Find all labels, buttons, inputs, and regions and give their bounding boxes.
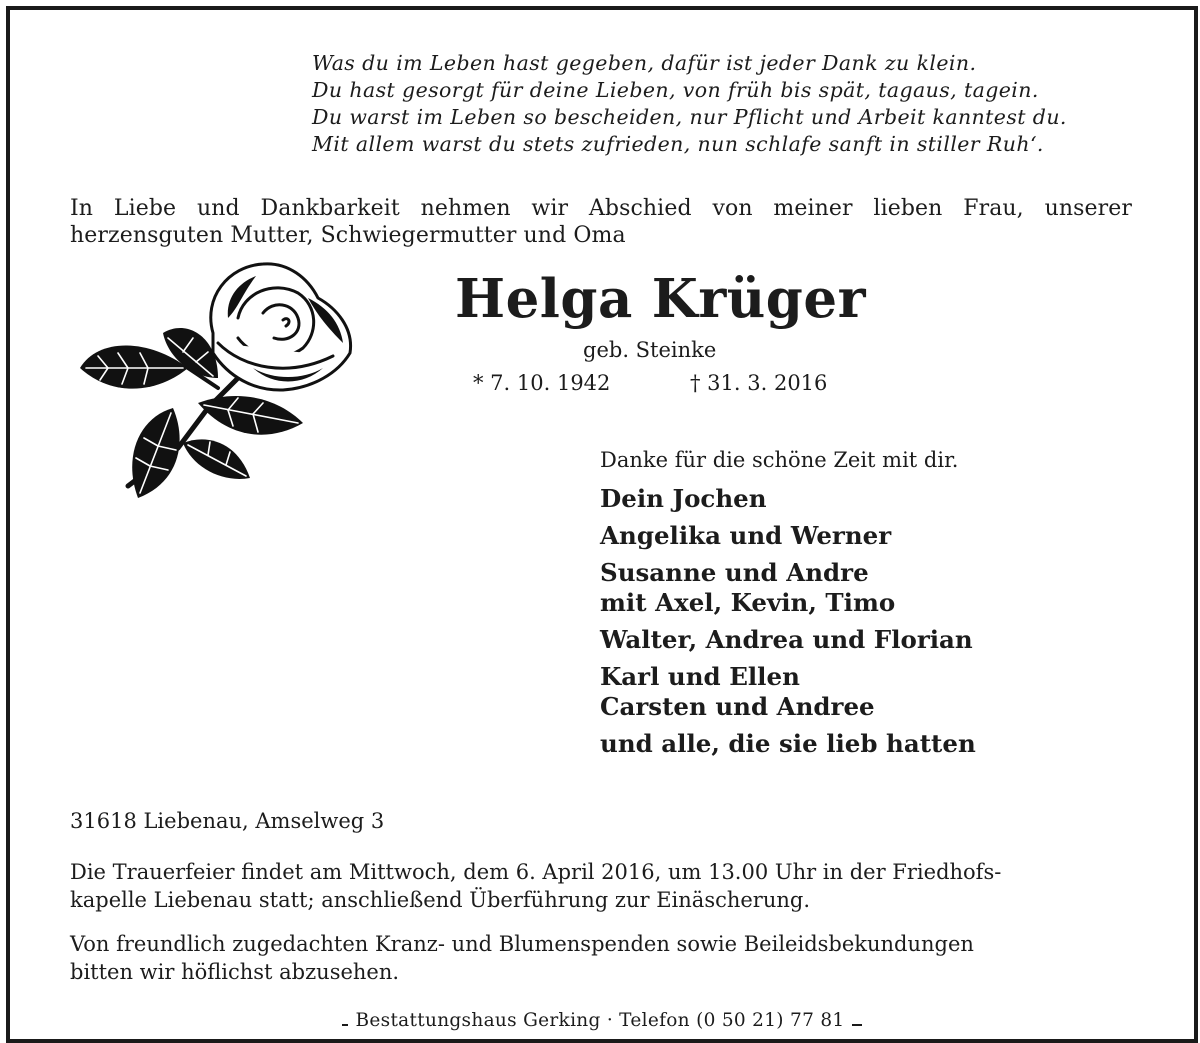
family-group [600,662,976,722]
intro-text: In Liebe und Dankbarkeit nehmen wir Abschied von meiner lieben Frau, unserer herzensguten Mutter, Schwiegermutter und Oma [70,196,1132,248]
family-line: Angelika und Werner [600,521,892,550]
family-group [600,558,976,618]
poem-line: Du hast gesorgt für deine Lieben, von früh bis spät, tagaus, tagein. [312,78,1039,102]
death-date: † 31. 3. 2016 [690,371,828,395]
donations-line: bitten wir höflichst abzusehen. [70,960,400,984]
donations-note [70,930,1132,986]
family-line: mit Axel, Kevin, Timo [600,588,896,617]
family-line: Susanne und Andre [600,558,869,587]
family-group [600,484,976,514]
family-group [600,521,976,551]
ceremony-info [70,858,1132,914]
family-line: Karl und Ellen [600,662,800,691]
poem-line: Mit allem warst du stets zufrieden, nun schlafe sanft in stiller Ruh‘. [312,132,1044,156]
ceremony-line: kapelle Liebenau statt; anschließend Überführung zur Einäscherung. [70,888,811,912]
rose-icon [78,258,356,508]
donations-line: Von freundlich zugedachten Kranz- und Blumenspenden sowie Beileidsbekundungen [70,932,974,956]
poem-line: Du warst im Leben so bescheiden, nur Pflicht und Arbeit kanntest du. [312,105,1067,129]
family-line: Walter, Andrea und Florian [600,625,973,654]
family-line: und alle, die sie lieb hatten [600,729,976,758]
family-group [600,625,976,655]
thanks-text: Danke für die schöne Zeit mit dir. [600,448,959,472]
footer [0,1010,1200,1031]
deceased-name: Helga Krüger [455,268,867,330]
birth-date: * 7. 10. 1942 [473,371,611,395]
funeral-home-contact: Bestattungshaus Gerking · Telefon (0 50 21) 77 81 [348,1010,853,1031]
maiden-name: geb. Steinke [583,338,717,362]
ceremony-line: Die Trauerfeier findet am Mittwoch, dem 6. April 2016, um 13.00 Uhr in der Friedhofs- [70,860,1002,884]
poem-line: Was du im Leben hast gegeben, dafür ist jeder Dank zu klein. [312,51,977,75]
family-line: Dein Jochen [600,484,767,513]
address: 31618 Liebenau, Amselweg 3 [70,809,385,833]
family-group [600,729,976,759]
family-list [600,484,976,766]
family-line: Carsten und Andree [600,692,875,721]
poem [312,50,1172,158]
